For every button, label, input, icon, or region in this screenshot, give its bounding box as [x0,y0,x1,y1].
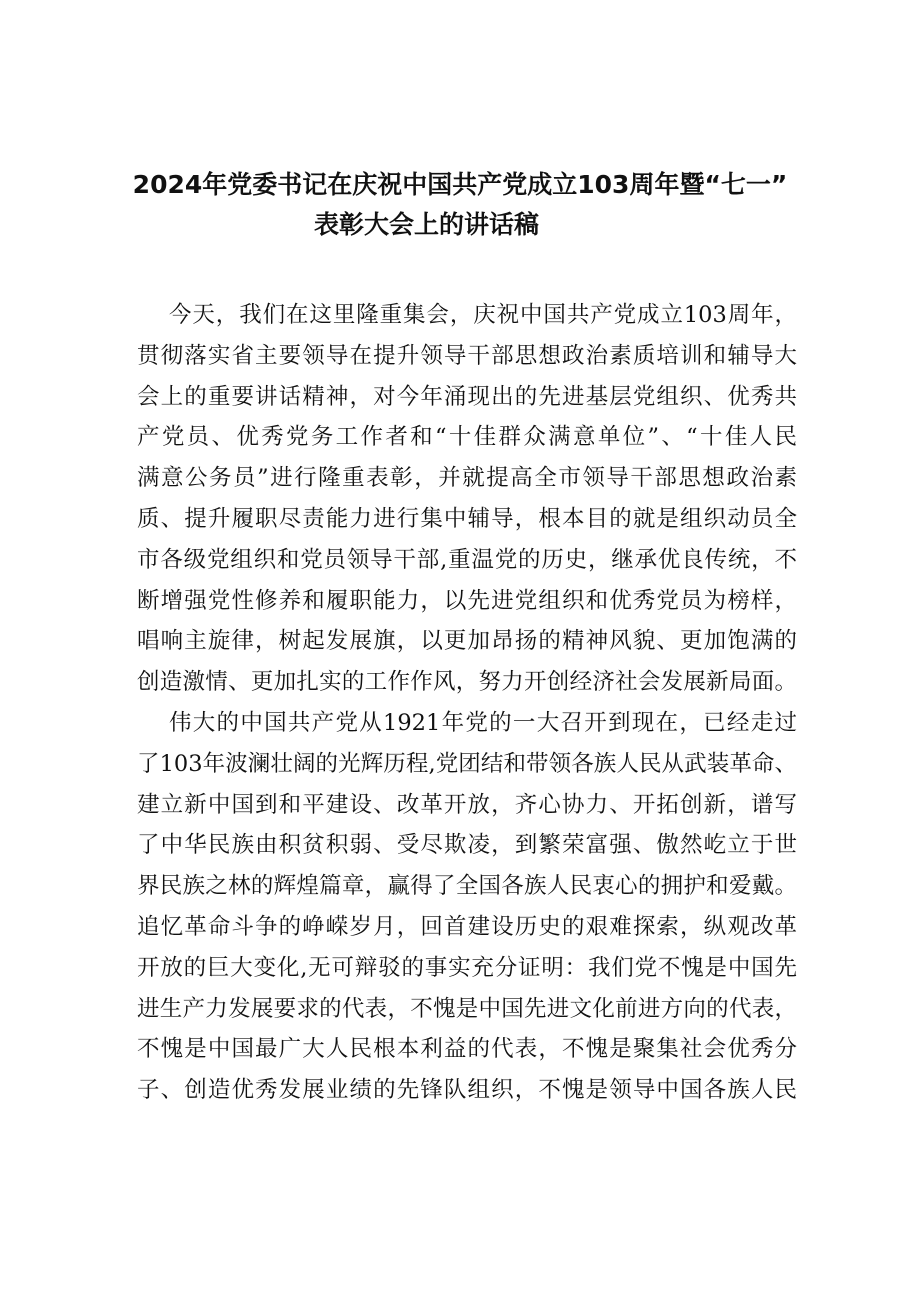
text-line: 不愧是中国最广大人民根本利益的代表，不愧是聚集社会优秀分 [137,1036,797,1063]
text-line: 了103年波澜壮阔的光辉历程,党团结和带领各族人民从武装革命、 [137,750,797,777]
text-line: 追忆革命斗争的峥嵘岁月，回首建设历史的艰难探索，纵观改革 [137,913,797,940]
text-line: 满意公务员”进行隆重表彰，并就提高全市领导干部思想政治素 [137,465,797,492]
text-line: 伟大的中国共产党从1921年党的一大召开到现在，已经走过 [169,709,797,736]
paragraph-1 [137,295,797,703]
text-line: 质、提升履职尽责能力进行集中辅导，根本目的就是组织动员全 [137,505,797,532]
text-line: 界民族之林的辉煌篇章，赢得了全国各族人民衷心的拥护和爱戴。 [137,873,797,900]
text-line: 会上的重要讲话精神，对今年涌现出的先进基层党组织、优秀共 [137,383,797,410]
text-line: 建立新中国到和平建设、改革开放，齐心协力、开拓创新，谱写 [137,791,797,818]
text-line: 开放的巨大变化,无可辩驳的事实充分证明：我们党不愧是中国先 [137,954,797,981]
text-line: 创造激情、更加扎实的工作作风，努力开创经济社会发展新局面。 [137,669,797,696]
text-line: 进生产力发展要求的代表，不愧是中国先进文化前进方向的代表， [137,995,797,1022]
text-line: 贯彻落实省主要领导在提升领导干部思想政治素质培训和辅导大 [137,342,797,369]
text-line: 市各级党组织和党员领导干部,重温党的历史，继承优良传统，不 [137,546,797,573]
paragraph-2 [137,703,797,1111]
document-title [120,165,800,245]
text-line: 今天，我们在这里隆重集会，庆祝中国共产党成立103周年， [169,302,797,328]
title-line-2: 表彰大会上的讲话稿 [314,210,540,239]
text-line: 子、创造优秀发展业绩的先锋队组织，不愧是领导中国各族人民 [137,1077,797,1104]
document-body [137,295,797,1111]
text-line: 了中华民族由积贫积弱、受尽欺凌，到繁荣富强、傲然屹立于世 [137,832,797,859]
title-line-1: 2024年党委书记在庆祝中国共产党成立103周年暨“七一” [132,170,788,199]
text-line: 唱响主旋律，树起发展旗，以更加昂扬的精神风貌、更加饱满的 [137,628,797,655]
text-line: 产党员、优秀党务工作者和“十佳群众满意单位”、“十佳人民 [137,424,797,451]
text-line: 断增强党性修养和履职能力，以先进党组织和优秀党员为榜样， [137,587,797,614]
